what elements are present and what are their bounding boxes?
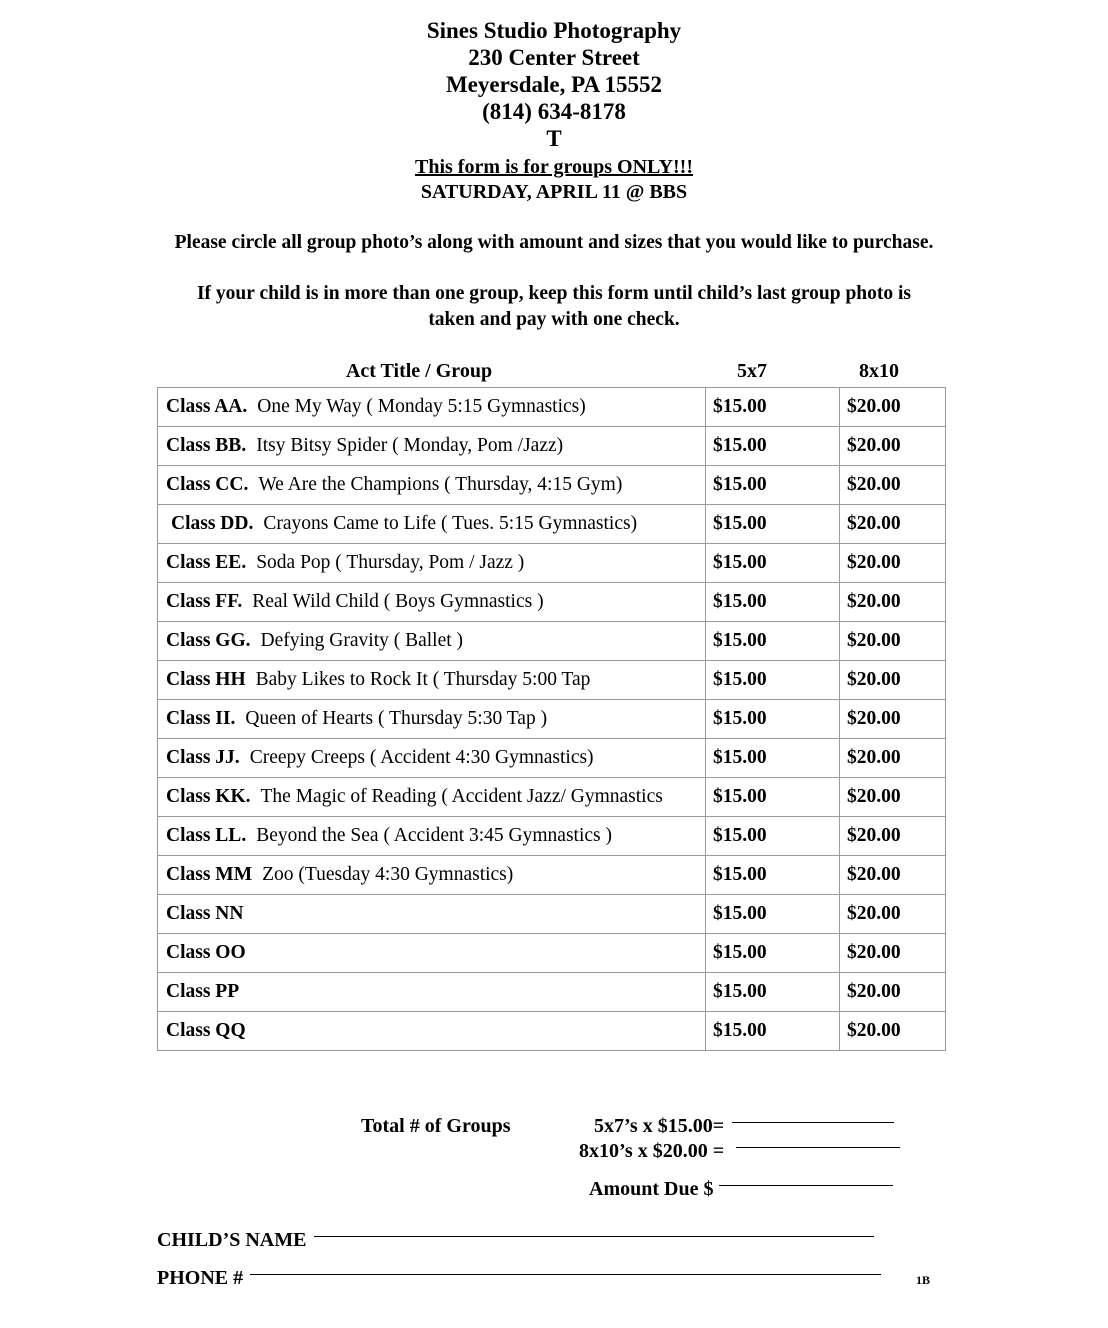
act-title: Creepy Creeps ( Accident 4:30 Gymnastics) [249, 747, 594, 768]
price-5x7[interactable]: $15.00 [706, 661, 840, 700]
table-row [158, 817, 946, 856]
act-title: Crayons Came to Life ( Tues. 5:15 Gymnastics) [263, 513, 638, 534]
price-5x7[interactable]: $15.00 [706, 856, 840, 895]
act-title-cell[interactable] [158, 388, 706, 427]
price-5x7[interactable]: $15.00 [706, 895, 840, 934]
instruction-pay-check: taken and pay with one check. [428, 309, 680, 330]
price-8x10[interactable]: $20.00 [840, 934, 946, 973]
event-date: SATURDAY, APRIL 11 @ BBS [420, 181, 688, 203]
amount-due-label: Amount Due $ [589, 1178, 714, 1200]
price-5x7[interactable]: $15.00 [706, 700, 840, 739]
price-8x10[interactable]: $20.00 [840, 583, 946, 622]
price-5x7[interactable]: $15.00 [706, 388, 840, 427]
act-title-cell[interactable] [158, 505, 706, 544]
act-title-cell[interactable] [158, 427, 706, 466]
price-5x7[interactable]: $15.00 [706, 505, 840, 544]
class-code: Class OO [166, 942, 246, 963]
price-8x10[interactable]: $20.00 [840, 427, 946, 466]
class-code: Class FF. [166, 591, 243, 612]
act-title: Baby Likes to Rock It ( Thursday 5:00 Tap [255, 669, 591, 690]
act-title: Real Wild Child ( Boys Gymnastics ) [252, 591, 544, 612]
act-title: Beyond the Sea ( Accident 3:45 Gymnastics ) [256, 825, 613, 846]
price-5x7[interactable]: $15.00 [706, 427, 840, 466]
price-5x7[interactable]: $15.00 [706, 466, 840, 505]
price-8x10[interactable]: $20.00 [840, 895, 946, 934]
price-8x10[interactable]: $20.00 [840, 739, 946, 778]
class-code: Class GG. [166, 630, 251, 651]
table-row [158, 544, 946, 583]
studio-name: Sines Studio Photography [426, 18, 682, 43]
act-title: Queen of Hearts ( Thursday 5:30 Tap ) [245, 708, 548, 729]
instruction-multiple-groups: If your child is in more than one group, keep this form until child’s last group photo is [196, 283, 912, 304]
price-8x10[interactable]: $20.00 [840, 1012, 946, 1051]
class-code: Class AA. [166, 396, 248, 417]
price-8x10[interactable]: $20.00 [840, 544, 946, 583]
act-title-cell[interactable] [158, 856, 706, 895]
total-5x7-label: 5x7’s x $15.00= [594, 1115, 725, 1137]
groups-only-notice [0, 155, 1108, 179]
total-8x10-blank[interactable] [736, 1147, 900, 1148]
column-header-act-title: Act Title / Group [345, 360, 493, 382]
total-8x10-label: 8x10’s x $20.00 = [579, 1140, 725, 1162]
price-5x7[interactable]: $15.00 [706, 583, 840, 622]
act-title-cell[interactable] [158, 466, 706, 505]
class-code: Class DD. [171, 513, 254, 534]
column-header-5x7: 5x7 [737, 360, 767, 382]
child-name-blank[interactable] [314, 1236, 874, 1237]
table-row [158, 973, 946, 1012]
price-8x10[interactable]: $20.00 [840, 856, 946, 895]
price-5x7[interactable]: $15.00 [706, 778, 840, 817]
studio-phone: (814) 634-8178 [482, 99, 626, 124]
phone-blank[interactable] [250, 1274, 881, 1275]
class-code: Class CC. [166, 474, 249, 495]
act-title-cell[interactable] [158, 622, 706, 661]
act-title-cell[interactable] [158, 700, 706, 739]
table-row [158, 388, 946, 427]
act-title: Soda Pop ( Thursday, Pom / Jazz ) [256, 552, 525, 573]
act-title: Defying Gravity ( Ballet ) [260, 630, 464, 651]
price-8x10[interactable]: $20.00 [840, 700, 946, 739]
act-title-cell[interactable] [158, 661, 706, 700]
price-5x7[interactable]: $15.00 [706, 817, 840, 856]
price-5x7[interactable]: $15.00 [706, 622, 840, 661]
act-title-cell[interactable] [158, 934, 706, 973]
price-8x10[interactable]: $20.00 [840, 973, 946, 1012]
class-code: Class KK. [166, 786, 251, 807]
total-groups-label: Total # of Groups [361, 1115, 511, 1137]
table-row [158, 583, 946, 622]
act-title-cell[interactable] [158, 778, 706, 817]
act-title-cell[interactable] [158, 817, 706, 856]
act-title: Itsy Bitsy Spider ( Monday, Pom /Jazz) [256, 435, 564, 456]
price-table-body [158, 388, 946, 1051]
price-5x7[interactable]: $15.00 [706, 934, 840, 973]
groups-only-notice-text: This form is for groups ONLY!!! [415, 156, 693, 178]
table-row [158, 856, 946, 895]
table-row [158, 895, 946, 934]
price-8x10[interactable]: $20.00 [840, 505, 946, 544]
price-5x7[interactable]: $15.00 [706, 544, 840, 583]
act-title-cell[interactable] [158, 1012, 706, 1051]
act-title: The Magic of Reading ( Accident Jazz/ Gymnastics [260, 786, 663, 807]
class-code: Class HH [166, 669, 246, 690]
child-name-label: CHILD’S NAME [157, 1229, 307, 1251]
price-5x7[interactable]: $15.00 [706, 1012, 840, 1051]
price-8x10[interactable]: $20.00 [840, 661, 946, 700]
table-row [158, 778, 946, 817]
class-code: Class QQ [166, 1020, 246, 1041]
price-8x10[interactable]: $20.00 [840, 388, 946, 427]
form-code: 1B [916, 1273, 931, 1287]
group-price-table [157, 387, 946, 1051]
studio-street: 230 Center Street [468, 45, 640, 70]
price-5x7[interactable]: $15.00 [706, 739, 840, 778]
act-title-cell[interactable] [158, 544, 706, 583]
instruction-circle: Please circle all group photo’s along with amount and sizes that you would like to purchase. [174, 232, 934, 253]
table-row [158, 622, 946, 661]
class-code: Class EE. [166, 552, 247, 573]
price-8x10[interactable]: $20.00 [840, 817, 946, 856]
price-8x10[interactable]: $20.00 [840, 466, 946, 505]
total-5x7-blank[interactable] [732, 1122, 894, 1123]
price-5x7[interactable]: $15.00 [706, 973, 840, 1012]
table-row [158, 466, 946, 505]
table-row [158, 661, 946, 700]
act-title-cell[interactable] [158, 583, 706, 622]
class-code: Class LL. [166, 825, 247, 846]
act-title-cell[interactable] [158, 895, 706, 934]
header-initial: T [546, 126, 562, 151]
table-row [158, 739, 946, 778]
table-row [158, 427, 946, 466]
column-header-8x10: 8x10 [859, 360, 899, 382]
class-code: Class MM [166, 864, 253, 885]
act-title-cell[interactable] [158, 973, 706, 1012]
act-title-cell[interactable] [158, 739, 706, 778]
table-row [158, 1012, 946, 1051]
class-code: Class PP [166, 981, 240, 1002]
table-row [158, 700, 946, 739]
studio-city: Meyersdale, PA 15552 [445, 72, 663, 97]
act-title: One My Way ( Monday 5:15 Gymnastics) [257, 396, 586, 417]
table-row [158, 505, 946, 544]
table-row [158, 934, 946, 973]
class-code: Class JJ. [166, 747, 240, 768]
phone-label: PHONE # [157, 1267, 244, 1289]
price-8x10[interactable]: $20.00 [840, 778, 946, 817]
amount-due-blank[interactable] [719, 1185, 893, 1186]
class-code: Class II. [166, 708, 236, 729]
price-8x10[interactable]: $20.00 [840, 622, 946, 661]
act-title: We Are the Champions ( Thursday, 4:15 Gym) [258, 474, 623, 495]
class-code: Class NN [166, 903, 244, 924]
act-title: Zoo (Tuesday 4:30 Gymnastics) [262, 864, 514, 885]
class-code: Class BB. [166, 435, 247, 456]
